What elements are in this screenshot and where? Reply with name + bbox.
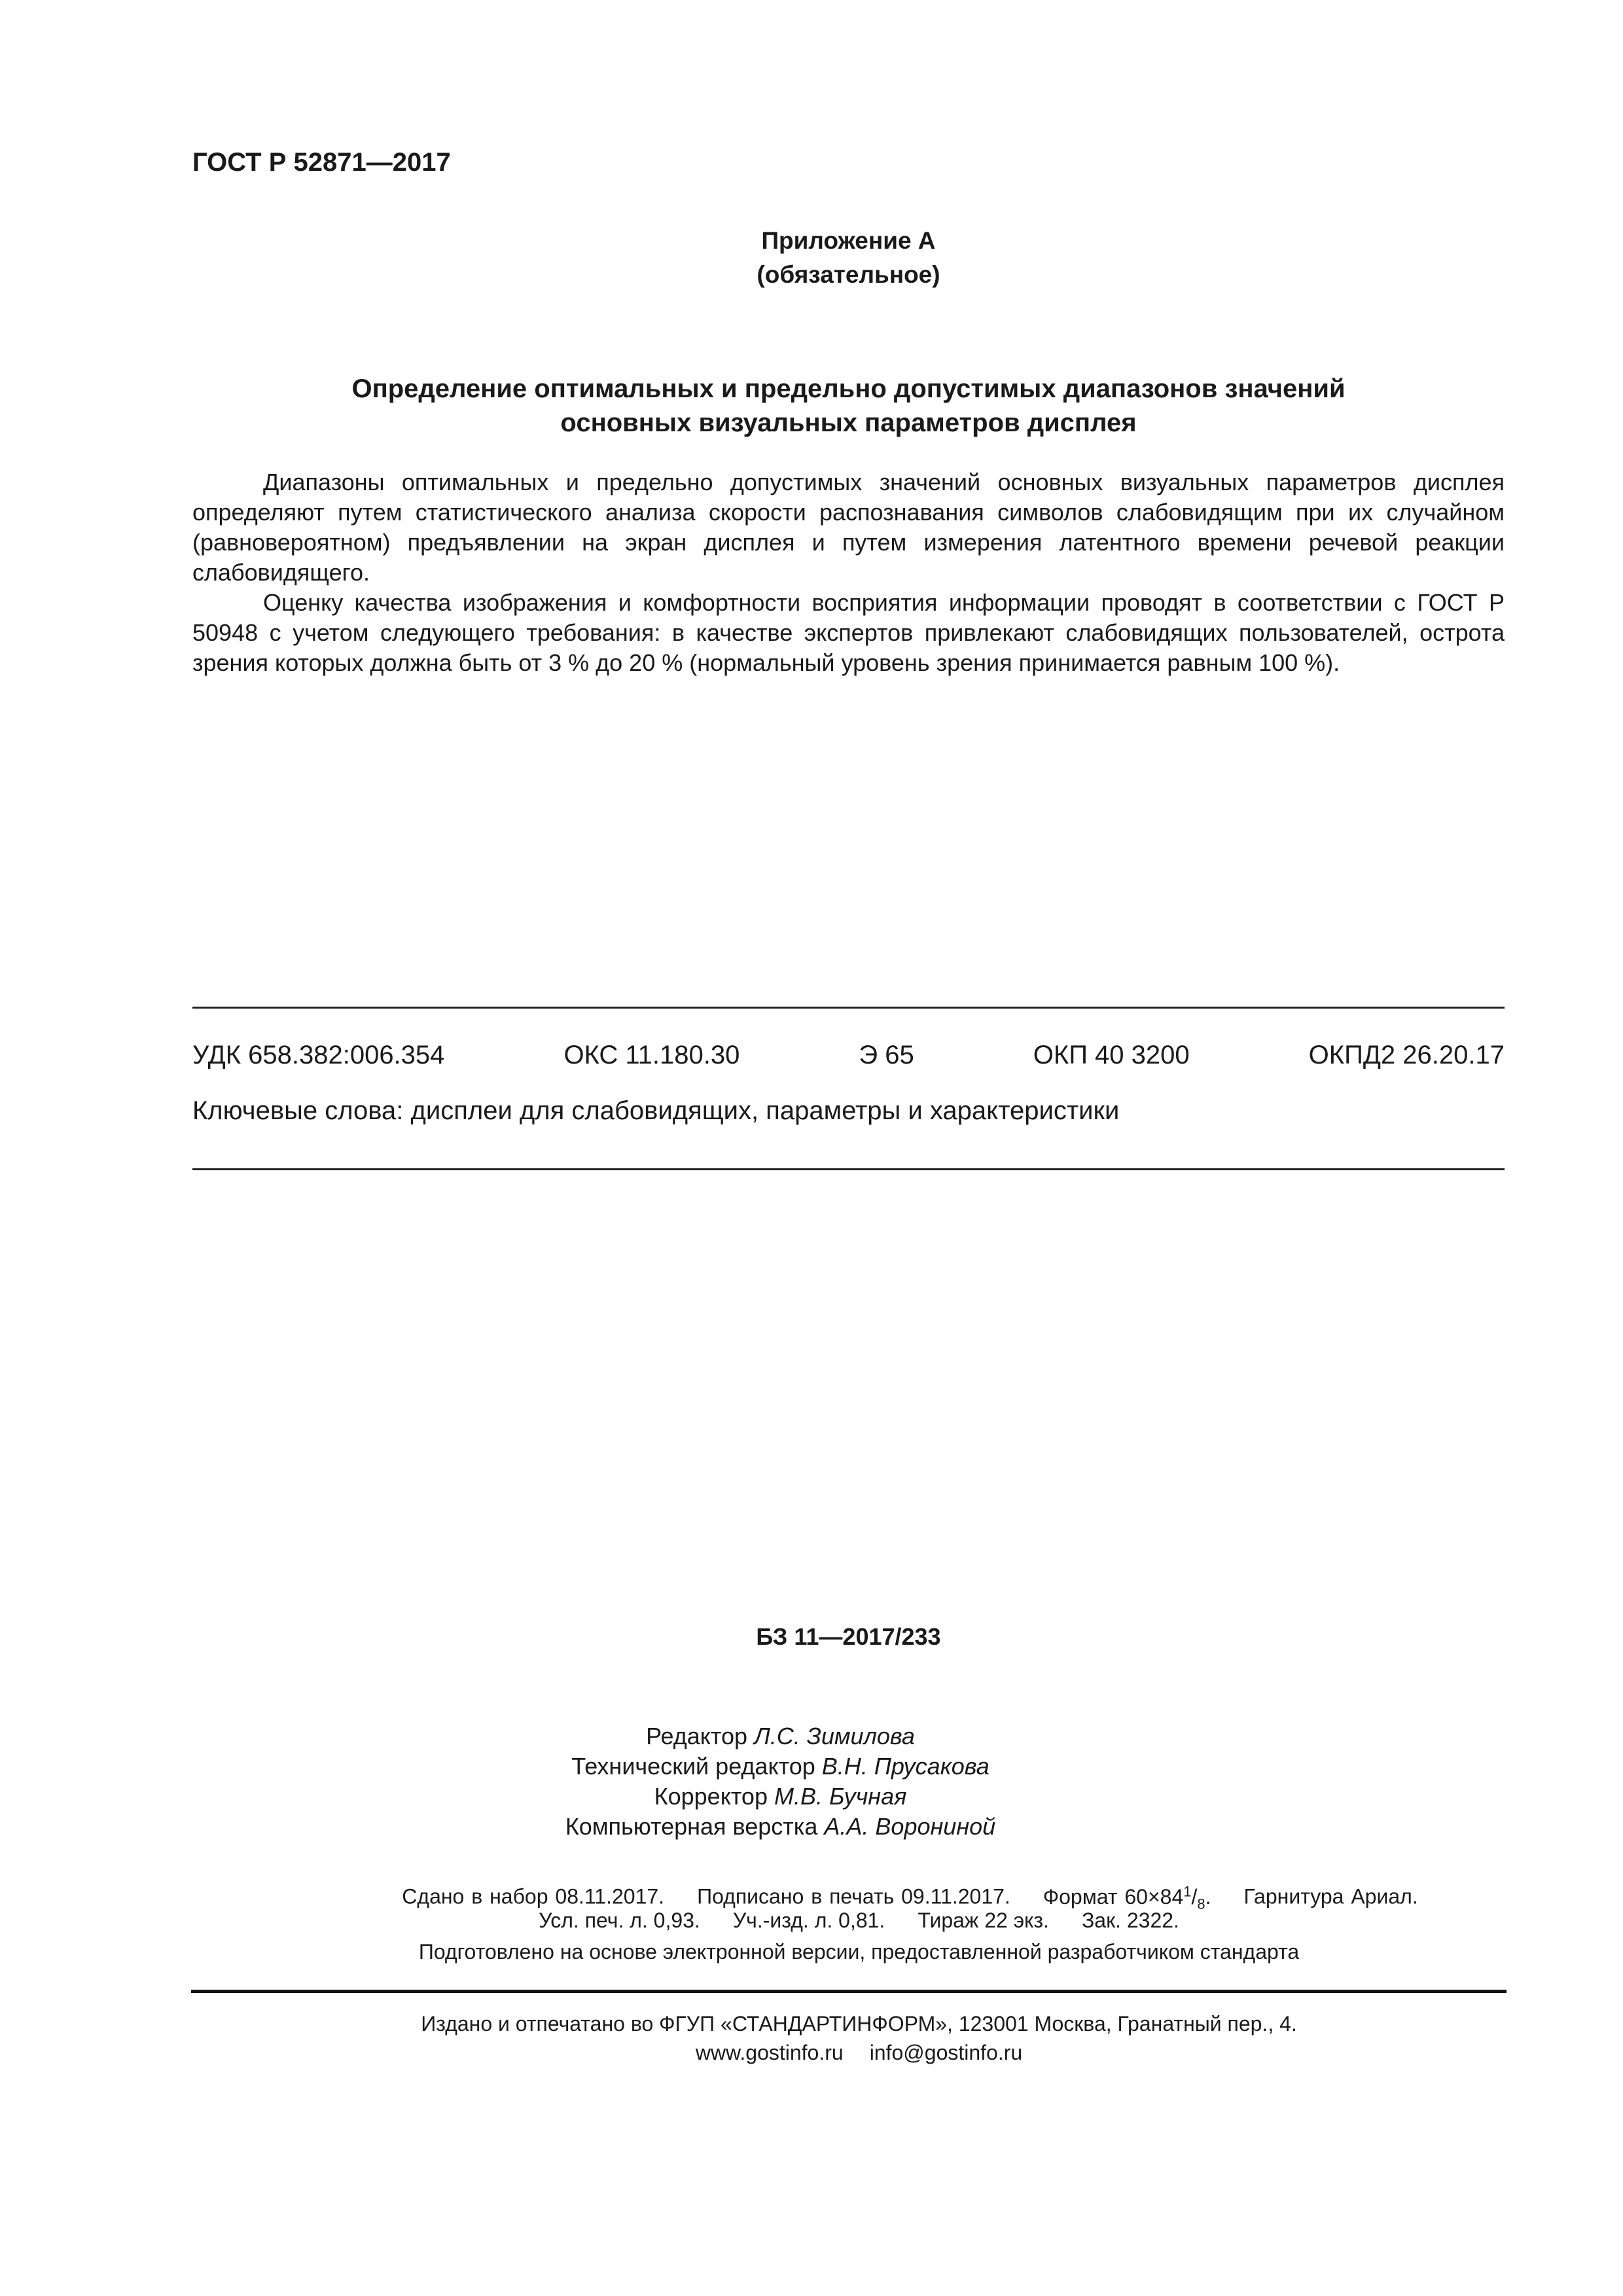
document-code: ГОСТ Р 52871—2017: [192, 148, 451, 177]
publisher-line: Издано и отпечатано во ФГУП «СТАНДАРТИНФОРМ», 123001 Москва, Гранатный пер., 4.: [421, 2012, 1297, 2036]
credit-name: В.Н. Прусакова: [821, 1753, 990, 1780]
credit-role: Корректор: [654, 1783, 768, 1810]
credit-editor: [124, 1721, 1436, 1751]
bz-number: БЗ 11—2017/233: [756, 1623, 941, 1650]
appendix-title: Приложение А: [761, 227, 936, 254]
credit-role: Технический редактор: [571, 1753, 815, 1780]
imprint-typeface: Гарнитура Ариал.: [1243, 1884, 1418, 1909]
divider-thick: [191, 1990, 1507, 1993]
imprint-print-sheets: Усл. печ. л. 0,93.: [539, 1909, 700, 1932]
divider-bottom: [192, 1168, 1505, 1170]
section-heading-line-2: основных визуальных параметров дисплея: [560, 408, 1137, 437]
imprint-line-2: [203, 1906, 1515, 1935]
e-code: Э 65: [859, 1041, 914, 1069]
body-paragraph-1: Диапазоны оптимальных и предельно допустимых значений основных визуальных параметров дисплея определяют путем статистического анализа скорости распознавания символов слабовидящим при их случайном (равновероятном) предъявлении на экран дисплея и путем измерения латентного времени речевой реакции слабовидящего.: [192, 469, 1505, 586]
credit-layout: [124, 1812, 1436, 1842]
body-text: [192, 467, 1505, 678]
credit-name: Л.С. Зимилова: [754, 1723, 915, 1749]
body-paragraph-2: Оценку качества изображения и комфортности восприятия информации проводят в соответствии с ГОСТ Р 50948 с учетом следующего требования: в качестве экспертов привлекают слабовидящих пользователей, острота зрения которых должна быть от 3 % до 20 % (нормальный уровень зрения принимается равным 100 %).: [192, 589, 1505, 676]
okpd2-code: ОКПД2 26.20.17: [1308, 1041, 1505, 1069]
classification-row: [192, 1041, 1505, 1070]
imprint-order: Зак. 2322.: [1081, 1909, 1179, 1932]
keywords: Ключевые слова: дисплеи для слабовидящих, параметры и характеристики: [192, 1096, 1120, 1125]
publisher-email: info@gostinfo.ru: [869, 2041, 1023, 2064]
udk-code: УДК 658.382:006.354: [192, 1041, 445, 1069]
credit-name: М.В. Бучная: [774, 1783, 907, 1810]
imprint-submitted: Сдано в набор 08.11.2017.: [402, 1884, 665, 1909]
publisher-website: www.gostinfo.ru: [695, 2041, 844, 2064]
credit-tech-editor: [124, 1751, 1436, 1782]
imprint-format: Формат $60\times 84^1/_8$.: [1043, 1883, 1211, 1912]
imprint-circulation: Тираж 22 экз.: [918, 1909, 1049, 1932]
credit-role: Компьютерная верстка: [565, 1813, 818, 1840]
okp-code: ОКП 40 3200: [1033, 1041, 1190, 1069]
credit-role: Редактор: [646, 1723, 748, 1749]
section-heading: [192, 372, 1505, 440]
imprint-prepared: Подготовлено на основе электронной версии, предоставленной разработчиком стандарта: [418, 1940, 1300, 1964]
imprint-edit-sheets: Уч.-изд. л. 0,81.: [732, 1909, 885, 1932]
publisher-contacts: [203, 2038, 1515, 2067]
credit-name: А.А. Ворониной: [824, 1813, 996, 1840]
imprint-signed: Подписано в печать 09.11.2017.: [697, 1884, 1010, 1909]
appendix-status: (обязательное): [757, 261, 940, 288]
section-heading-line-1: Определение оптимальных и предельно допустимых диапазонов значений: [351, 374, 1346, 403]
credit-corrector: [124, 1782, 1436, 1812]
oks-code: ОКС 11.180.30: [563, 1041, 740, 1069]
divider-top: [192, 1007, 1505, 1009]
